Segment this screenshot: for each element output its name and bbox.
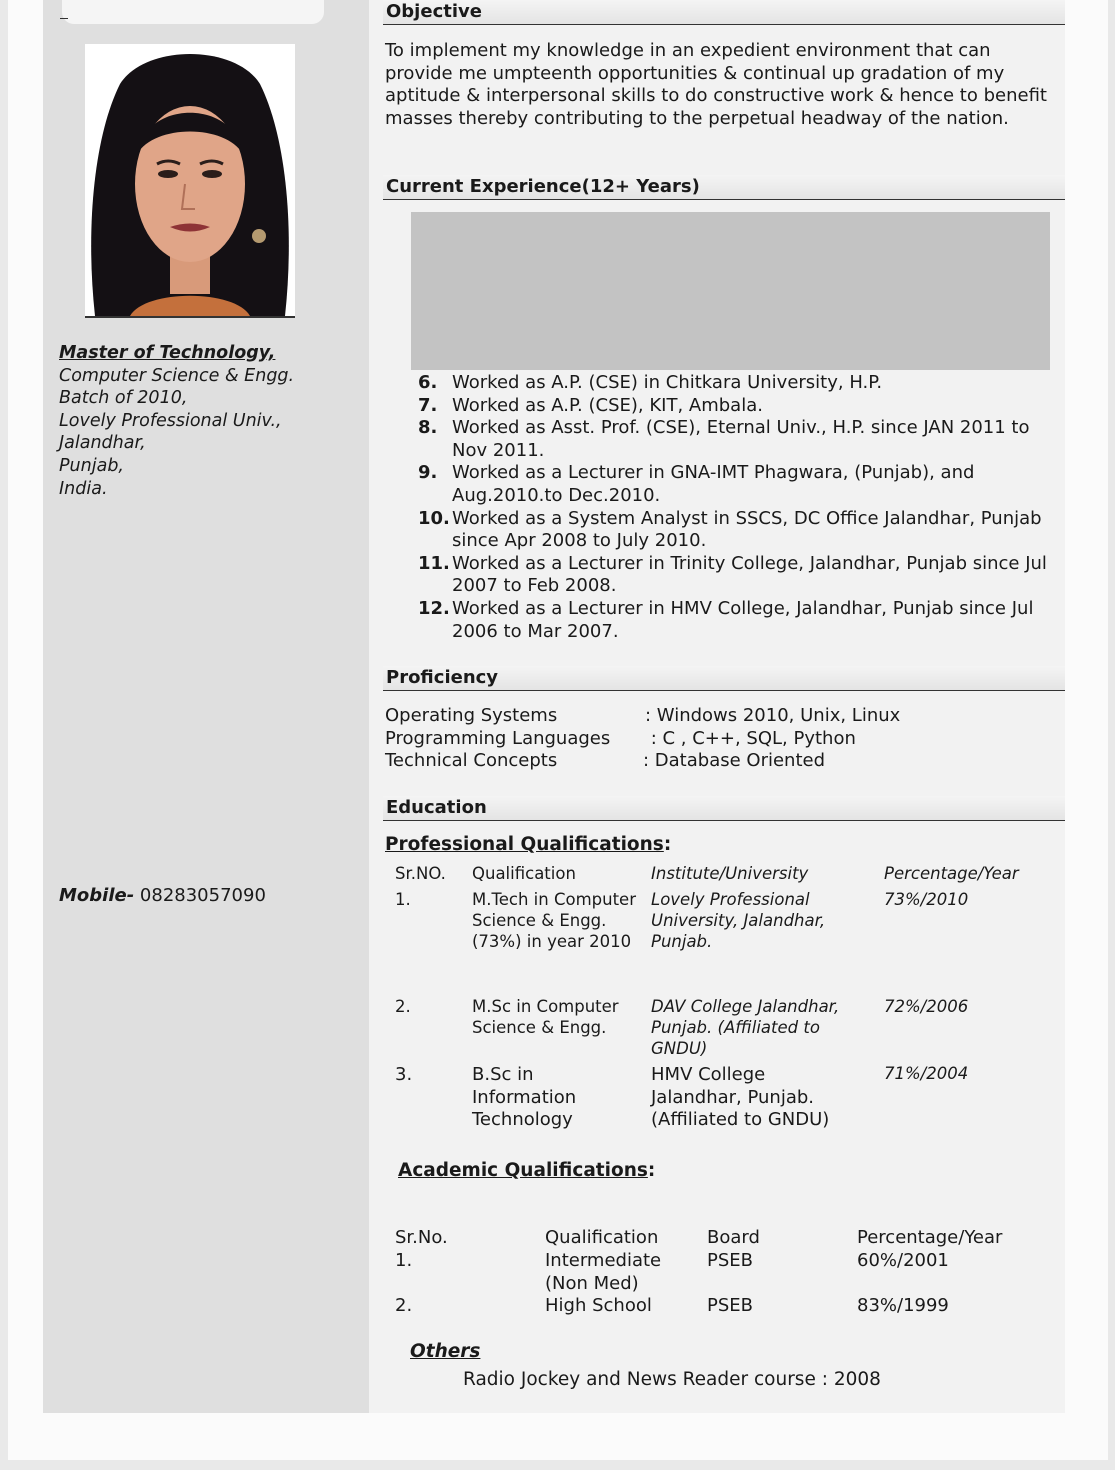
academic-qualifications-title: Academic Qualifications: (398, 1160, 656, 1181)
item-text: Worked as A.P. (CSE), KIT, Ambala. (452, 394, 763, 416)
degree-line: Jalandhar, (59, 433, 146, 454)
table-cell-percentage: 60%/2001 (857, 1250, 949, 1271)
item-text: Worked as a Lecturer in GNA-IMT Phagwara, (Punjab), and Aug.2010.to Dec.2010. (452, 462, 975, 506)
table-cell-percentage: 71%/2004 (884, 1064, 969, 1083)
table-cell-sr: 3. (395, 1064, 413, 1085)
table-cell-qualification: High School (545, 1295, 652, 1316)
list-item (418, 462, 1058, 507)
list-item (418, 598, 1058, 643)
item-number: 7. (418, 394, 438, 416)
table-cell-board: PSEB (707, 1295, 754, 1316)
mobile-label: Mobile- (59, 885, 135, 906)
degree-line: India. (59, 478, 108, 499)
proficiency-label: Operating Systems (385, 705, 558, 726)
degree-title: Master of Technology, (59, 343, 276, 363)
item-number: 8. (418, 417, 438, 439)
table-header: Qualification (545, 1227, 659, 1248)
proficiency-label: Programming Languages (385, 728, 611, 749)
list-item (418, 372, 1058, 395)
others-heading: Others (410, 1341, 481, 1362)
table-header: Institute/University (651, 864, 809, 883)
objective-heading: Objective (383, 0, 1065, 25)
table-cell-sr: 2. (395, 1295, 413, 1316)
degree-line: Computer Science & Engg. (59, 365, 295, 386)
table-cell-qualification: M.Sc in Computer Science & Engg. (472, 997, 619, 1037)
item-text: Worked as a Lecturer in Trinity College, Jalandhar, Punjab since Jul 2007 to Feb 2008. (452, 552, 1047, 597)
table-header: Qualification (472, 864, 576, 883)
proficiency-value: : Database Oriented (643, 750, 826, 771)
item-number: 10. (418, 507, 450, 529)
experience-list (418, 372, 1058, 643)
table-cell-institute: DAV College Jalandhar, Punjab. (Affiliated to GNDU) (651, 997, 840, 1058)
item-number: 6. (418, 372, 438, 393)
table-cell-percentage: 73%/2010 (884, 890, 969, 909)
item-text: Worked as Asst. Prof. (CSE), Eternal Univ., H.P. since JAN 2011 to Nov 2011. (452, 417, 1030, 461)
item-number: 12. (418, 597, 450, 619)
item-text: Worked as A.P. (CSE) in Chitkara University, H.P. (452, 372, 883, 393)
degree-line: Punjab, (59, 455, 124, 476)
table-header: Percentage/Year (884, 864, 1019, 883)
mobile-contact (59, 885, 266, 906)
top-tab (62, 0, 324, 24)
table-cell-institute: HMV College Jalandhar, Punjab. (Affiliated to GNDU) (651, 1064, 830, 1131)
table-cell-qualification: Intermediate (Non Med) (545, 1250, 662, 1294)
proficiency-value: : Windows 2010, Unix, Linux (645, 705, 901, 726)
professional-qualifications-title: Professional Qualifications: (385, 834, 672, 855)
table-header: Sr.No. (395, 1227, 448, 1248)
degree-block (59, 342, 359, 500)
others-text: Radio Jockey and News Reader course : 2008 (463, 1369, 881, 1390)
proficiency-heading: Proficiency (383, 666, 1065, 691)
table-cell-percentage: 72%/2006 (884, 997, 969, 1016)
objective-text: To implement my knowledge in an expedient environment that can provide me umpteenth opportunities & continual up gradation of my aptitude & interpersonal skills to do constructive work & hence to benefit masses thereby contributing to the perpetual headway of the nation. (385, 40, 1047, 129)
table-cell-sr: 1. (395, 890, 411, 909)
list-item (418, 553, 1058, 598)
proficiency-value: : C , C++, SQL, Python (645, 728, 856, 749)
list-item (418, 417, 1058, 462)
education-heading: Education (383, 796, 1065, 821)
table-cell-sr: 2. (395, 997, 411, 1016)
redacted-block (411, 212, 1050, 370)
table-cell-qualification: M.Tech in Computer Science & Engg. (73%) in year 2010 (472, 890, 636, 951)
degree-line: Lovely Professional Univ., (59, 410, 282, 431)
profile-photo (85, 44, 295, 318)
top-mark (60, 6, 68, 19)
table-header: Board (707, 1227, 760, 1248)
mobile-number: 08283057090 (139, 885, 266, 906)
table-header: Percentage/Year (857, 1227, 1003, 1248)
list-item (418, 395, 1058, 418)
table-header: Sr.NO. (395, 864, 446, 883)
degree-line: Batch of 2010, (59, 388, 188, 409)
item-text: Worked as a Lecturer in HMV College, Jalandhar, Punjab since Jul 2006 to Mar 2007. (452, 597, 1034, 642)
item-number: 11. (418, 552, 450, 574)
table-cell-institute: Lovely Professional University, Jalandhar, Punjab. (651, 890, 826, 951)
proficiency-label: Technical Concepts (385, 750, 558, 771)
list-item (418, 508, 1058, 553)
item-text: Worked as a System Analyst in SSCS, DC Office Jalandhar, Punjab since Apr 2008 to July 2010. (452, 507, 1042, 552)
table-cell-percentage: 83%/1999 (857, 1295, 949, 1316)
experience-heading: Current Experience(12+ Years) (383, 175, 1065, 200)
table-cell-sr: 1. (395, 1250, 413, 1271)
table-cell-qualification: B.Sc in Information Technology (472, 1064, 577, 1131)
table-cell-board: PSEB (707, 1250, 754, 1271)
item-number: 9. (418, 462, 438, 484)
